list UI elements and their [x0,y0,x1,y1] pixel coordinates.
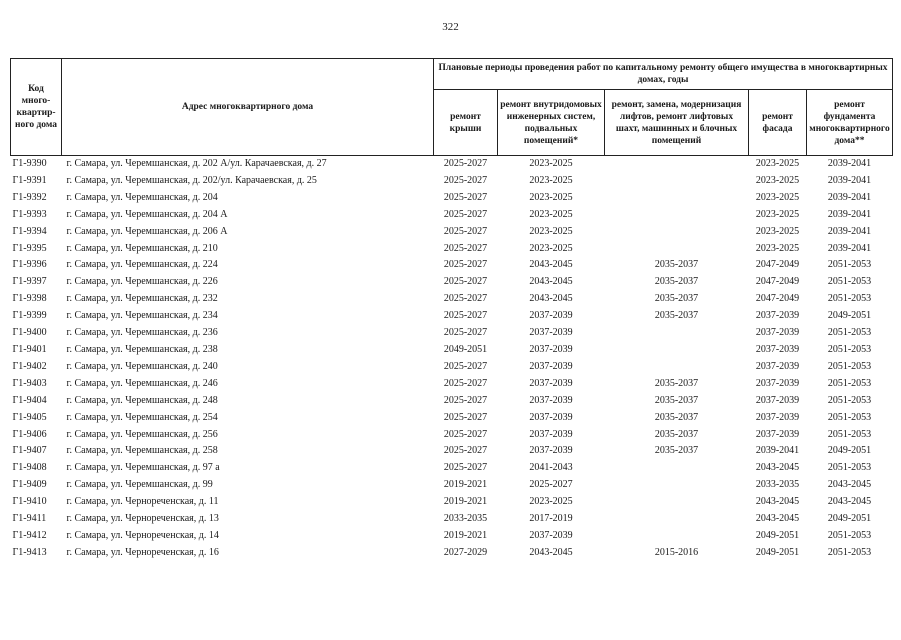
cell-code: Г1-9401 [12,343,47,355]
cell-engineering: 2037-2039 [529,529,573,541]
table-row [11,241,893,258]
cell-engineering: 2023-2025 [529,191,573,203]
table-row [11,443,893,460]
cell-foundation: 2039-2041 [827,174,872,186]
cell-engineering: 2023-2025 [529,208,573,220]
cell-lifts: 2035-2037 [654,293,699,305]
cell-foundation: 2049-2051 [827,310,872,322]
table-row [11,528,893,545]
cell-engineering: 2043-2045 [529,546,573,558]
cell-code: Г1-9400 [12,327,47,339]
table-row [11,393,893,410]
cell-facade: 2047-2049 [755,276,800,288]
cell-code: Г1-9395 [12,242,47,254]
cell-foundation: 2051-2053 [827,462,872,474]
table-row [11,257,893,274]
header-roof: ремонт крыши [434,90,498,156]
cell-address: г. Самара, ул. Черемшанская, д. 240 [66,360,218,372]
cell-address: г. Самара, ул. Черемшанская, д. 258 [66,445,218,457]
cell-roof: 2019-2021 [443,529,488,541]
cell-lifts: 2035-2037 [654,394,699,406]
cell-address: г. Самара, ул. Чернореченская, д. 16 [66,546,219,558]
cell-lifts [605,477,749,494]
cell-foundation: 2051-2053 [827,259,872,271]
cell-code: Г1-9392 [12,191,47,203]
table-row [11,427,893,444]
cell-lifts [605,460,749,477]
cell-lifts [605,511,749,528]
cell-code: Г1-9393 [12,208,47,220]
cell-facade: 2037-2039 [755,310,800,322]
cell-code: Г1-9403 [12,377,47,389]
cell-roof: 2033-2035 [443,513,488,525]
cell-lifts: 2035-2037 [654,377,699,389]
header-lifts: ремонт, замена, модернизация лифтов, ремонт лифтовых шахт, машинных и блочных помещений [605,90,749,156]
cell-roof: 2025-2027 [443,445,488,457]
cell-address: г. Самара, ул. Черемшанская, д. 232 [66,293,218,305]
cell-lifts: 2035-2037 [654,445,699,457]
table-row [11,342,893,359]
table-row [11,477,893,494]
cell-lifts [605,359,749,376]
cell-roof: 2027-2029 [443,546,488,558]
cell-code: Г1-9408 [12,462,47,474]
cell-facade: 2033-2035 [755,479,800,491]
cell-lifts [605,241,749,258]
cell-engineering: 2037-2039 [529,327,573,339]
table-row [11,156,893,173]
table-header [11,59,893,156]
cell-engineering: 2017-2019 [529,513,573,525]
cell-roof: 2025-2027 [443,377,488,389]
table-row [11,410,893,427]
cell-code: Г1-9391 [12,174,47,186]
cell-address: г. Самара, ул. Черемшанская, д. 204 [66,191,218,203]
cell-facade: 2037-2039 [755,360,800,372]
cell-foundation: 2039-2041 [827,158,872,169]
table-row [11,190,893,207]
table-row [11,545,893,562]
cell-roof: 2025-2027 [443,360,488,372]
cell-address: г. Самара, ул. Чернореченская, д. 11 [66,496,219,508]
cell-code: Г1-9412 [12,529,47,541]
cell-roof: 2025-2027 [443,242,488,254]
cell-roof: 2025-2027 [443,259,488,271]
cell-foundation: 2051-2053 [827,529,872,541]
cell-address: г. Самара, ул. Черемшанская, д. 226 [66,276,218,288]
cell-lifts: 2035-2037 [654,428,699,440]
cell-roof: 2025-2027 [443,158,488,169]
cell-code: Г1-9390 [12,158,47,169]
cell-code: Г1-9409 [12,479,47,491]
cell-facade: 2049-2051 [755,529,800,541]
cell-facade: 2037-2039 [755,327,800,339]
table-row [11,511,893,528]
cell-foundation: 2039-2041 [827,242,872,254]
cell-foundation: 2039-2041 [827,225,872,237]
cell-address: г. Самара, ул. Черемшанская, д. 234 [66,310,218,322]
page-number: 322 [442,21,459,33]
cell-roof: 2025-2027 [443,208,488,220]
cell-engineering: 2037-2039 [529,428,573,440]
cell-foundation: 2051-2053 [827,394,872,406]
cell-address: г. Самара, ул. Черемшанская, д. 224 [66,259,218,271]
cell-roof: 2025-2027 [443,411,488,423]
cell-facade: 2023-2025 [755,191,800,203]
cell-code: Г1-9396 [12,259,47,271]
cell-lifts [605,207,749,224]
cell-lifts: 2035-2037 [654,310,699,322]
cell-foundation: 2051-2053 [827,428,872,440]
table-row [11,460,893,477]
cell-facade: 2039-2041 [755,445,800,457]
table-row [11,376,893,393]
cell-address: г. Самара, ул. Черемшанская, д. 254 [66,411,218,423]
cell-foundation: 2039-2041 [827,191,872,203]
cell-engineering: 2037-2039 [529,377,573,389]
cell-roof: 2049-2051 [443,343,488,355]
cell-engineering: 2037-2039 [529,310,573,322]
capital-repair-table-container [10,58,892,562]
cell-lifts [605,325,749,342]
cell-engineering: 2043-2045 [529,293,573,305]
cell-roof: 2019-2021 [443,479,488,491]
cell-facade: 2023-2025 [755,174,800,186]
cell-code: Г1-9402 [12,360,47,372]
cell-lifts: 2015-2016 [654,546,699,558]
cell-foundation: 2043-2045 [827,479,872,491]
cell-address: г. Самара, ул. Черемшанская, д. 204 А [66,208,228,220]
cell-engineering: 2023-2025 [529,158,573,169]
cell-lifts [605,342,749,359]
cell-facade: 2049-2051 [755,546,800,558]
table-row [11,224,893,241]
cell-foundation: 2051-2053 [827,546,872,558]
cell-code: Г1-9407 [12,445,47,457]
cell-roof: 2025-2027 [443,293,488,305]
cell-engineering: 2043-2045 [529,276,573,288]
cell-roof: 2025-2027 [443,310,488,322]
cell-address: г. Самара, ул. Черемшанская, д. 256 [66,428,218,440]
cell-code: Г1-9410 [12,496,47,508]
cell-facade: 2047-2049 [755,293,800,305]
cell-facade: 2043-2045 [755,513,800,525]
cell-engineering: 2025-2027 [529,479,573,491]
cell-engineering: 2037-2039 [529,394,573,406]
table-row [11,308,893,325]
cell-facade: 2037-2039 [755,428,800,440]
header-code: Код много-квартир-ного дома [11,59,62,156]
header-periods-group: Плановые периоды проведения работ по капитальному ремонту общего имущества в многоквартирных домах, годы [434,59,893,90]
cell-roof: 2025-2027 [443,327,488,339]
cell-foundation: 2051-2053 [827,360,872,372]
table-row [11,359,893,376]
cell-address: г. Самара, ул. Чернореченская, д. 13 [66,513,219,525]
cell-address: г. Самара, ул. Черемшанская, д. 97 а [66,462,220,474]
cell-facade: 2037-2039 [755,377,800,389]
cell-engineering: 2041-2043 [529,462,573,474]
cell-address: г. Самара, ул. Черемшанская, д. 202/ул. Карачаевская, д. 25 [66,174,317,186]
header-foundation: ремонт фундамента многоквартирного дома** [807,90,893,156]
cell-lifts [605,224,749,241]
cell-foundation: 2039-2041 [827,208,872,220]
cell-code: Г1-9404 [12,394,47,406]
cell-roof: 2025-2027 [443,394,488,406]
cell-address: г. Самара, ул. Черемшанская, д. 238 [66,343,218,355]
cell-code: Г1-9399 [12,310,47,322]
table-row [11,207,893,224]
cell-address: г. Самара, ул. Черемшанская, д. 210 [66,242,218,254]
cell-code: Г1-9405 [12,411,47,423]
cell-lifts: 2035-2037 [654,276,699,288]
cell-roof: 2025-2027 [443,428,488,440]
cell-foundation: 2049-2051 [827,513,872,525]
cell-foundation: 2051-2053 [827,377,872,389]
header-engineering: ремонт внутридомовых инженерных систем, подвальных помещений* [498,90,605,156]
cell-address: г. Самара, ул. Черемшанская, д. 206 А [66,225,228,237]
cell-roof: 2025-2027 [443,276,488,288]
cell-roof: 2025-2027 [443,174,488,186]
cell-code: Г1-9411 [12,513,47,525]
header-facade: ремонт фасада [749,90,807,156]
cell-code: Г1-9398 [12,293,47,305]
cell-lifts: 2035-2037 [654,259,699,271]
cell-foundation: 2049-2051 [827,445,872,457]
cell-code: Г1-9413 [12,546,47,558]
cell-facade: 2037-2039 [755,411,800,423]
cell-facade: 2037-2039 [755,343,800,355]
header-address: Адрес многоквартирного дома [62,59,434,156]
cell-facade: 2037-2039 [755,394,800,406]
cell-engineering: 2037-2039 [529,445,573,457]
cell-address: г. Самара, ул. Черемшанская, д. 99 [66,479,213,491]
cell-address: г. Самара, ул. Черемшанская, д. 236 [66,327,218,339]
cell-code: Г1-9406 [12,428,47,440]
cell-lifts: 2035-2037 [654,411,699,423]
cell-engineering: 2037-2039 [529,343,573,355]
cell-address: г. Самара, ул. Черемшанская, д. 248 [66,394,218,406]
cell-engineering: 2023-2025 [529,496,573,508]
cell-engineering: 2023-2025 [529,242,573,254]
cell-address: г. Самара, ул. Черемшанская, д. 202 А/ул. Карачаевская, д. 27 [66,158,327,169]
cell-facade: 2023-2025 [755,225,800,237]
cell-foundation: 2051-2053 [827,343,872,355]
cell-address: г. Самара, ул. Черемшанская, д. 246 [66,377,218,389]
cell-roof: 2019-2021 [443,496,488,508]
cell-roof: 2025-2027 [443,462,488,474]
cell-roof: 2025-2027 [443,225,488,237]
cell-facade: 2023-2025 [755,242,800,254]
cell-roof: 2025-2027 [443,191,488,203]
cell-foundation: 2051-2053 [827,293,872,305]
table-row [11,494,893,511]
table-body [11,156,893,562]
cell-engineering: 2023-2025 [529,225,573,237]
cell-foundation: 2051-2053 [827,327,872,339]
cell-facade: 2043-2045 [755,496,800,508]
cell-lifts [605,156,749,173]
cell-lifts [605,528,749,545]
cell-engineering: 2043-2045 [529,259,573,271]
cell-engineering: 2037-2039 [529,360,573,372]
cell-lifts [605,494,749,511]
cell-foundation: 2051-2053 [827,276,872,288]
table-row [11,325,893,342]
cell-code: Г1-9397 [12,276,47,288]
cell-facade: 2023-2025 [755,208,800,220]
cell-address: г. Самара, ул. Чернореченская, д. 14 [66,529,219,541]
cell-facade: 2047-2049 [755,259,800,271]
cell-lifts [605,173,749,190]
table-row [11,291,893,308]
cell-code: Г1-9394 [12,225,47,237]
table-row [11,173,893,190]
capital-repair-table [10,58,893,562]
cell-facade: 2023-2025 [755,158,800,169]
cell-facade: 2043-2045 [755,462,800,474]
cell-engineering: 2023-2025 [529,174,573,186]
cell-engineering: 2037-2039 [529,411,573,423]
cell-lifts [605,190,749,207]
table-row [11,274,893,291]
cell-foundation: 2051-2053 [827,411,872,423]
cell-foundation: 2043-2045 [827,496,872,508]
